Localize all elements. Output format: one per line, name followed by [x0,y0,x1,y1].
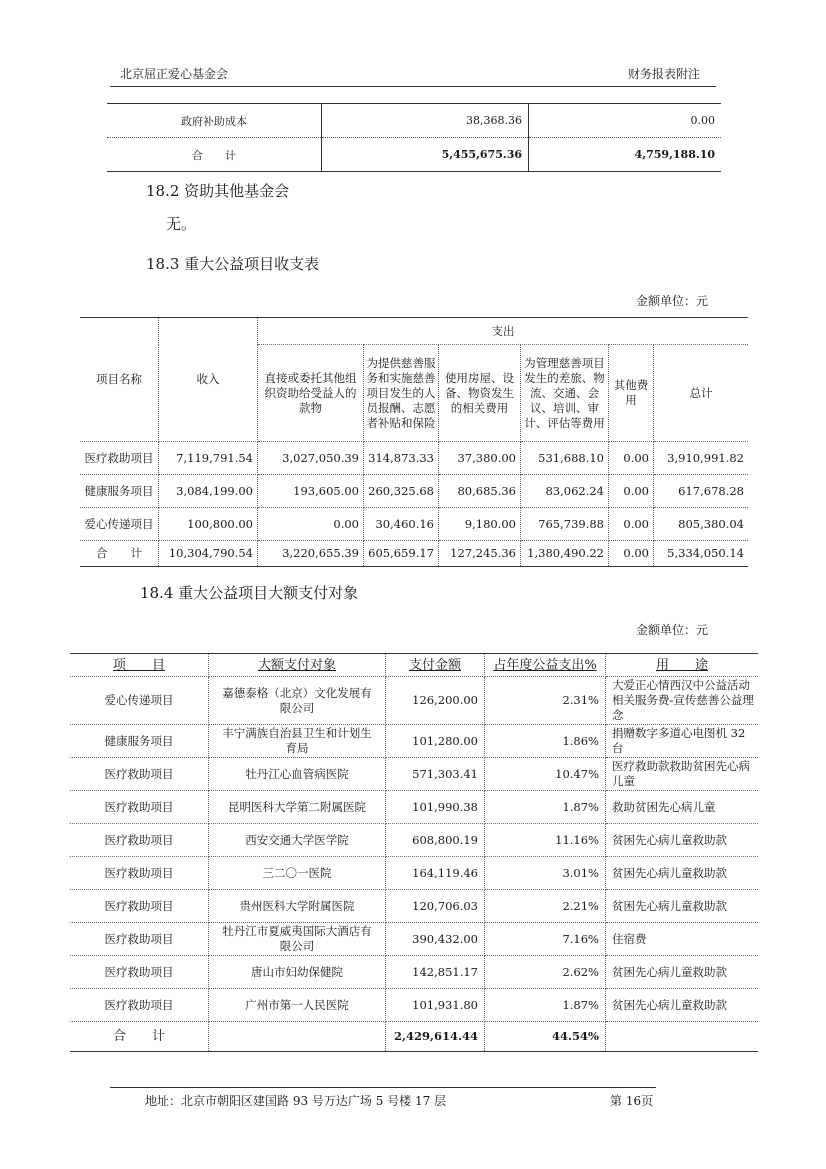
payment-amount: 390,432.00 [386,923,485,956]
project-name: 医疗救助项目 [70,923,209,956]
payment-pct: 7.16% [485,923,606,956]
section-18-2-title: 18.2 资助其他基金会 [146,182,290,200]
table-header-row [80,318,748,345]
payment-pct: 1.87% [485,791,606,824]
col-header-other: 其他费用 [609,345,654,442]
col-header-pct: 占年度公益支出% [485,654,606,677]
project-name: 医疗救助项目 [70,758,209,791]
payee-name: 牡丹江心血管病医院 [209,758,386,791]
table-total-row [70,1022,758,1052]
payment-use: 捐赠数字多道心电图机 32 台 [606,725,759,758]
payment-use: 救助贫困先心病儿童 [606,791,759,824]
mgmt-value: 1,380,490.22 [521,541,609,567]
col-header-property: 使用房屋、设备、物资发生的相关费用 [439,345,521,442]
footer-divider [110,1087,656,1088]
payment-use: 大爱正心情西汉中公益活动相关服务费-宣传慈善公益理念 [606,677,759,725]
section-18-4-title: 18.4 重大公益项目大额支付对象 [140,584,359,602]
payment-pct: 3.01% [485,857,606,890]
income-value: 7,119,791.54 [159,442,258,475]
project-name: 医疗救助项目 [70,956,209,989]
total-pct: 44.54% [485,1022,606,1052]
payment-use: 住宿费 [606,923,759,956]
table-row [80,508,748,541]
page-number: 第 16页 [610,1094,654,1108]
col-header-project: 项目名称 [80,318,159,442]
property-value: 80,685.36 [439,475,521,508]
row-name: 合 计 [107,138,322,172]
section-18-3-title: 18.3 重大公益项目收支表 [146,255,320,273]
col-header-amount: 支付金额 [386,654,485,677]
table-row [80,475,748,508]
direct-value: 3,027,050.39 [258,442,364,475]
payment-use: 贫困先心病儿童救助款 [606,824,759,857]
payee-name: 牡丹江市夏威夷国际大酒店有限公司 [209,923,386,956]
table-row [70,857,758,890]
payee-name: 三二〇一医院 [209,857,386,890]
empty-cell [606,1022,759,1052]
payment-pct: 2.62% [485,956,606,989]
col-header-expense: 支出 [258,318,749,345]
table-row [70,923,758,956]
payee-name: 昆明医科大学第二附属医院 [209,791,386,824]
project-name: 医疗救助项目 [70,791,209,824]
staff-value: 314,873.33 [364,442,439,475]
total-value: 805,380.04 [654,508,749,541]
direct-value: 193,605.00 [258,475,364,508]
income-value: 10,304,790.54 [159,541,258,567]
other-value: 0.00 [609,541,654,567]
direct-value: 0.00 [258,508,364,541]
project-name: 医疗救助项目 [70,824,209,857]
total-value: 5,334,050.14 [654,541,749,567]
payment-amount: 120,706.03 [386,890,485,923]
header-org: 北京屈正爱心基金会 [120,67,229,81]
payment-pct: 11.16% [485,824,606,857]
payment-pct: 1.87% [485,989,606,1022]
staff-value: 30,460.16 [364,508,439,541]
mgmt-value: 83,062.24 [521,475,609,508]
section-18-2-body: 无。 [166,215,197,233]
footer-address: 地址：北京市朝阳区建国路 93 号万达广场 5 号楼 17 层 [145,1094,447,1108]
property-value: 127,245.36 [439,541,521,567]
mgmt-value: 765,739.88 [521,508,609,541]
col-header-use: 用 途 [606,654,759,677]
total-value: 617,678.28 [654,475,749,508]
col-header-total: 总计 [654,345,749,442]
payment-use: 贫困先心病儿童救助款 [606,857,759,890]
payment-amount: 101,280.00 [386,725,485,758]
table-row [70,989,758,1022]
major-project-income-expense-table [80,317,748,567]
project-name: 医疗救助项目 [70,857,209,890]
col-header-direct: 直接或委托其他组织资助给受益人的款物 [258,345,364,442]
income-value: 100,800.00 [159,508,258,541]
payment-use: 贫困先心病儿童救助款 [606,989,759,1022]
payee-name: 唐山市妇幼保健院 [209,956,386,989]
unit-label: 金额单位：元 [636,294,709,308]
payment-use: 医疗救助款救助贫困先心病儿童 [606,758,759,791]
project-name: 医疗救助项目 [70,989,209,1022]
payee-name: 广州市第一人民医院 [209,989,386,1022]
table-row [70,758,758,791]
project-name: 合 计 [80,541,159,567]
col-header-payee: 大额支付对象 [209,654,386,677]
table-row [70,890,758,923]
staff-value: 605,659.17 [364,541,439,567]
project-name: 医疗救助项目 [70,890,209,923]
payee-name: 贵州医科大学附属医院 [209,890,386,923]
other-value: 0.00 [609,442,654,475]
subsidy-cost-table [107,103,721,172]
total-value: 3,910,991.82 [654,442,749,475]
large-payment-table [70,653,758,1052]
header-doc-title: 财务报表附注 [628,67,701,81]
payment-pct: 1.86% [485,725,606,758]
payment-use: 贫困先心病儿童救助款 [606,956,759,989]
prior-amount: 4,759,188.10 [529,138,722,172]
table-row [70,956,758,989]
payment-amount: 164,119.46 [386,857,485,890]
payment-use: 贫困先心病儿童救助款 [606,890,759,923]
table-header-row [70,654,758,677]
payee-name: 嘉德泰格（北京）文化发展有限公司 [209,677,386,725]
current-amount: 38,368.36 [322,104,529,138]
col-header-mgmt: 为管理慈善项目发生的差旅、物流、交通、会议、培训、审计、评估等费用 [521,345,609,442]
other-value: 0.00 [609,475,654,508]
project-name: 爱心传递项目 [80,508,159,541]
total-amount: 2,429,614.44 [386,1022,485,1052]
col-header-project: 项 目 [70,654,209,677]
payment-amount: 608,800.19 [386,824,485,857]
payment-pct: 2.31% [485,677,606,725]
payment-amount: 142,851.17 [386,956,485,989]
table-row [70,677,758,725]
table-row [107,138,721,172]
table-row [70,791,758,824]
payee-name: 西安交通大学医学院 [209,824,386,857]
payment-amount: 126,200.00 [386,677,485,725]
property-value: 37,380.00 [439,442,521,475]
table-row [70,824,758,857]
project-name: 健康服务项目 [70,725,209,758]
payment-amount: 101,990.38 [386,791,485,824]
current-amount: 5,455,675.36 [322,138,529,172]
col-header-staff: 为提供慈善服务和实施慈善项目发生的人员报酬、志愿者补贴和保险 [364,345,439,442]
other-value: 0.00 [609,508,654,541]
prior-amount: 0.00 [529,104,722,138]
table-row [80,442,748,475]
col-header-income: 收入 [159,318,258,442]
property-value: 9,180.00 [439,508,521,541]
staff-value: 260,325.68 [364,475,439,508]
header-divider [110,86,716,87]
income-value: 3,084,199.00 [159,475,258,508]
row-name: 政府补助成本 [107,104,322,138]
unit-label: 金额单位：元 [636,623,709,637]
payment-amount: 571,303.41 [386,758,485,791]
project-name: 爱心传递项目 [70,677,209,725]
payment-pct: 10.47% [485,758,606,791]
empty-cell [209,1022,386,1052]
project-name: 医疗救助项目 [80,442,159,475]
total-label: 合 计 [70,1022,209,1052]
table-row [107,104,721,138]
payment-amount: 101,931.80 [386,989,485,1022]
direct-value: 3,220,655.39 [258,541,364,567]
mgmt-value: 531,688.10 [521,442,609,475]
project-name: 健康服务项目 [80,475,159,508]
table-total-row [80,541,748,567]
table-row [70,725,758,758]
payment-pct: 2.21% [485,890,606,923]
payee-name: 丰宁满族自治县卫生和计划生育局 [209,725,386,758]
